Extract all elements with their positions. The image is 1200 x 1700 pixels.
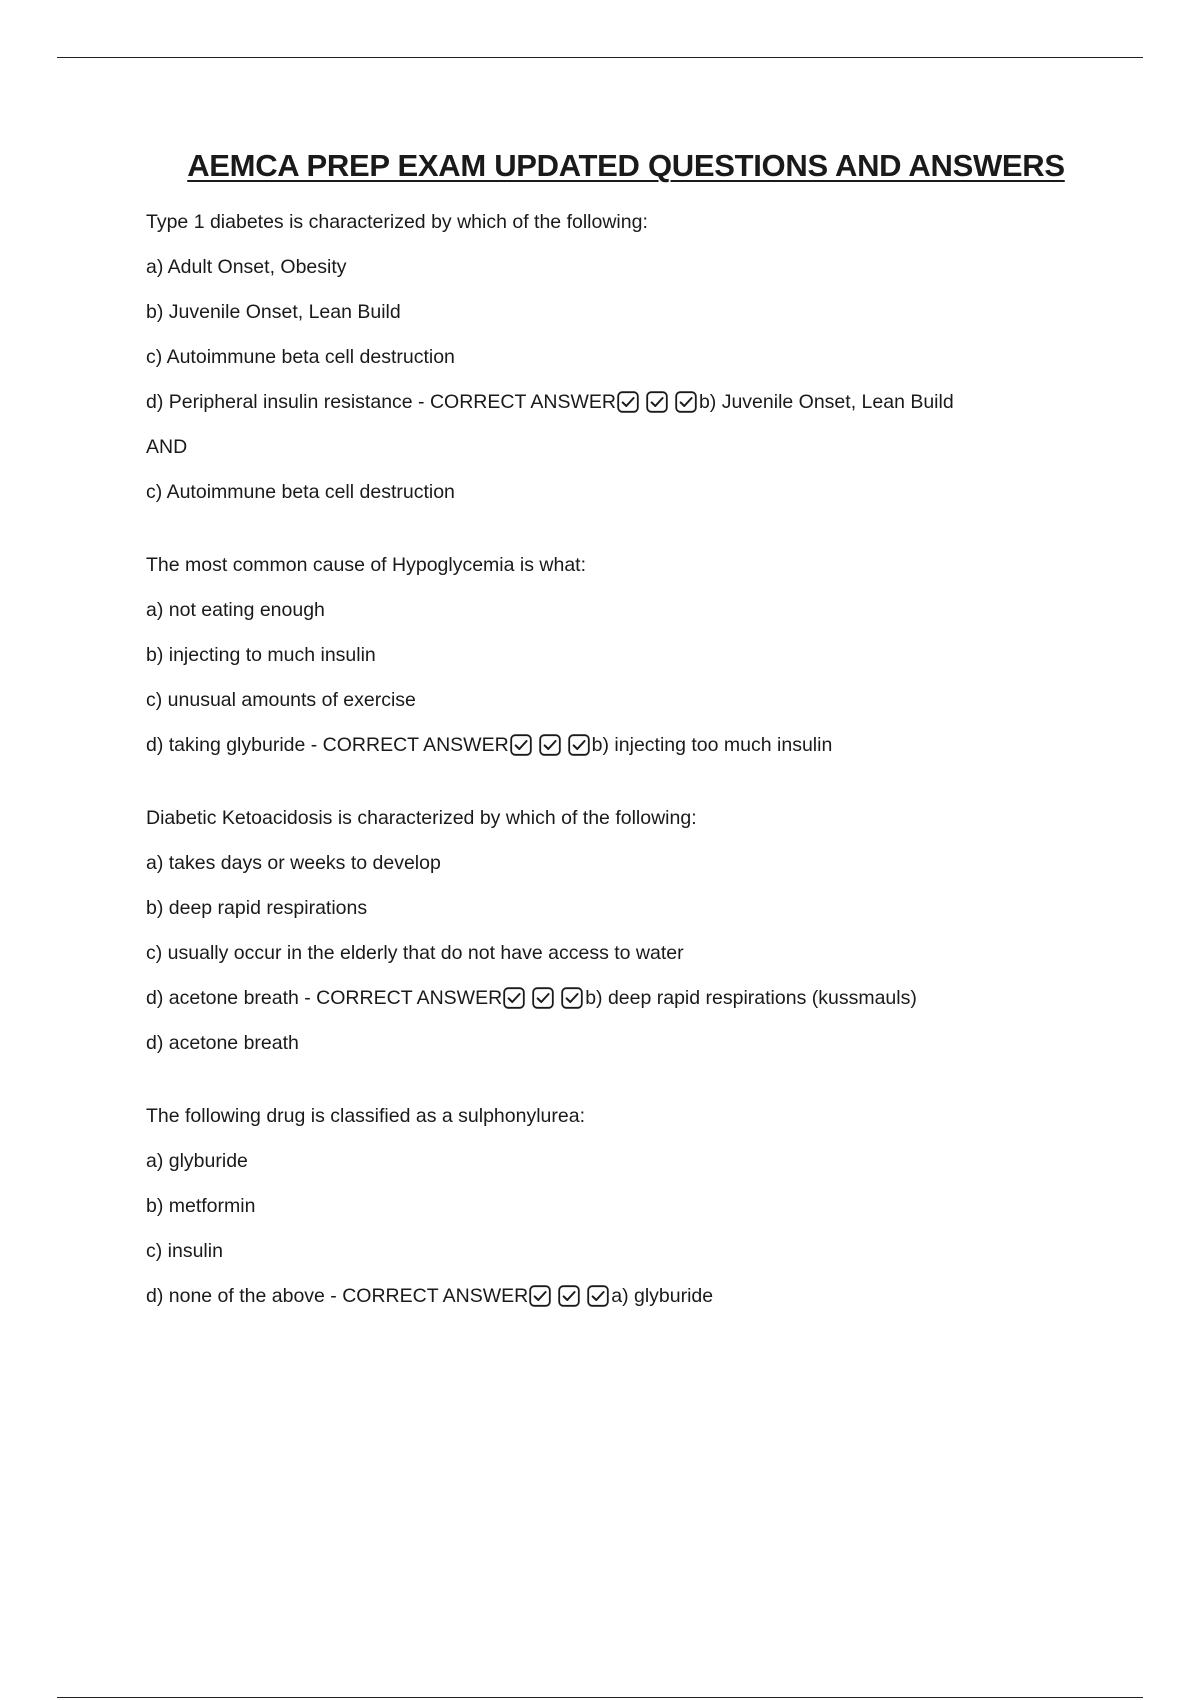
checkbox-checked-icon [529, 1285, 551, 1307]
checkbox-checked-icon [503, 987, 525, 1009]
checkmark-group [617, 391, 697, 413]
question-prompt: The most common cause of Hypoglycemia is what: [146, 554, 587, 576]
document-page [146, 148, 1106, 1356]
last-option-text: d) acetone breath - CORRECT ANSWER [146, 987, 503, 1009]
answer-option-with-key [146, 985, 1106, 1011]
answer-option: c) Autoimmune beta cell destruction [146, 346, 455, 368]
answer-option: b) deep rapid respirations [146, 897, 368, 919]
checkmark-group [529, 1285, 609, 1307]
last-option-text: d) Peripheral insulin resistance - CORRECT ANSWER [146, 391, 616, 413]
answer-option: c) insulin [146, 1240, 223, 1262]
last-option-text: d) none of the above - CORRECT ANSWER [146, 1285, 529, 1307]
answer-option: c) unusual amounts of exercise [146, 689, 416, 711]
correct-answer-text: b) deep rapid respirations (kussmauls) [585, 987, 917, 1009]
correct-answer-text: a) glyburide [611, 1285, 714, 1307]
checkbox-checked-icon [539, 734, 561, 756]
checkmark-group [510, 734, 590, 756]
correct-answer-text: b) injecting too much insulin [591, 734, 833, 756]
last-option-text: d) taking glyburide - CORRECT ANSWER [146, 734, 509, 756]
checkbox-checked-icon [617, 391, 639, 413]
answer-option: a) takes days or weeks to develop [146, 852, 441, 874]
answer-option-with-key [146, 389, 1106, 415]
answer-option: b) injecting to much insulin [146, 644, 376, 666]
correct-answer-text: b) Juvenile Onset, Lean Build [698, 391, 954, 413]
answer-option: b) metformin [146, 1195, 256, 1217]
checkmark-group [503, 987, 583, 1009]
question-block [146, 805, 1106, 1056]
checkbox-checked-icon [558, 1285, 580, 1307]
footer-rule [57, 1697, 1143, 1698]
checkbox-checked-icon [532, 987, 554, 1009]
document-title: AEMCA PREP EXAM UPDATED QUESTIONS AND ANSWERS [187, 148, 1065, 183]
question-block [146, 1103, 1106, 1309]
answer-option-with-key [146, 732, 1106, 758]
answer-option: b) Juvenile Onset, Lean Build [146, 301, 401, 323]
checkbox-checked-icon [675, 391, 697, 413]
checkbox-checked-icon [561, 987, 583, 1009]
answer-option: a) glyburide [146, 1150, 248, 1172]
question-block [146, 552, 1106, 758]
answer-option: c) usually occur in the elderly that do not have access to water [146, 942, 684, 964]
checkbox-checked-icon [510, 734, 532, 756]
question-block [146, 209, 1106, 505]
question-prompt: Type 1 diabetes is characterized by which of the following: [146, 211, 648, 233]
question-prompt: Diabetic Ketoacidosis is characterized by which of the following: [146, 807, 697, 829]
checkbox-checked-icon [568, 734, 590, 756]
question-list [146, 209, 1106, 1309]
correct-answer-continuation: d) acetone breath [146, 1032, 299, 1054]
checkbox-checked-icon [587, 1285, 609, 1307]
correct-answer-continuation: AND [146, 436, 188, 458]
answer-option: a) not eating enough [146, 599, 325, 621]
answer-option: a) Adult Onset, Obesity [146, 256, 347, 278]
checkbox-checked-icon [646, 391, 668, 413]
header-rule [57, 57, 1143, 58]
question-prompt: The following drug is classified as a sulphonylurea: [146, 1105, 585, 1127]
answer-option-with-key [146, 1283, 1106, 1309]
correct-answer-continuation: c) Autoimmune beta cell destruction [146, 481, 455, 503]
